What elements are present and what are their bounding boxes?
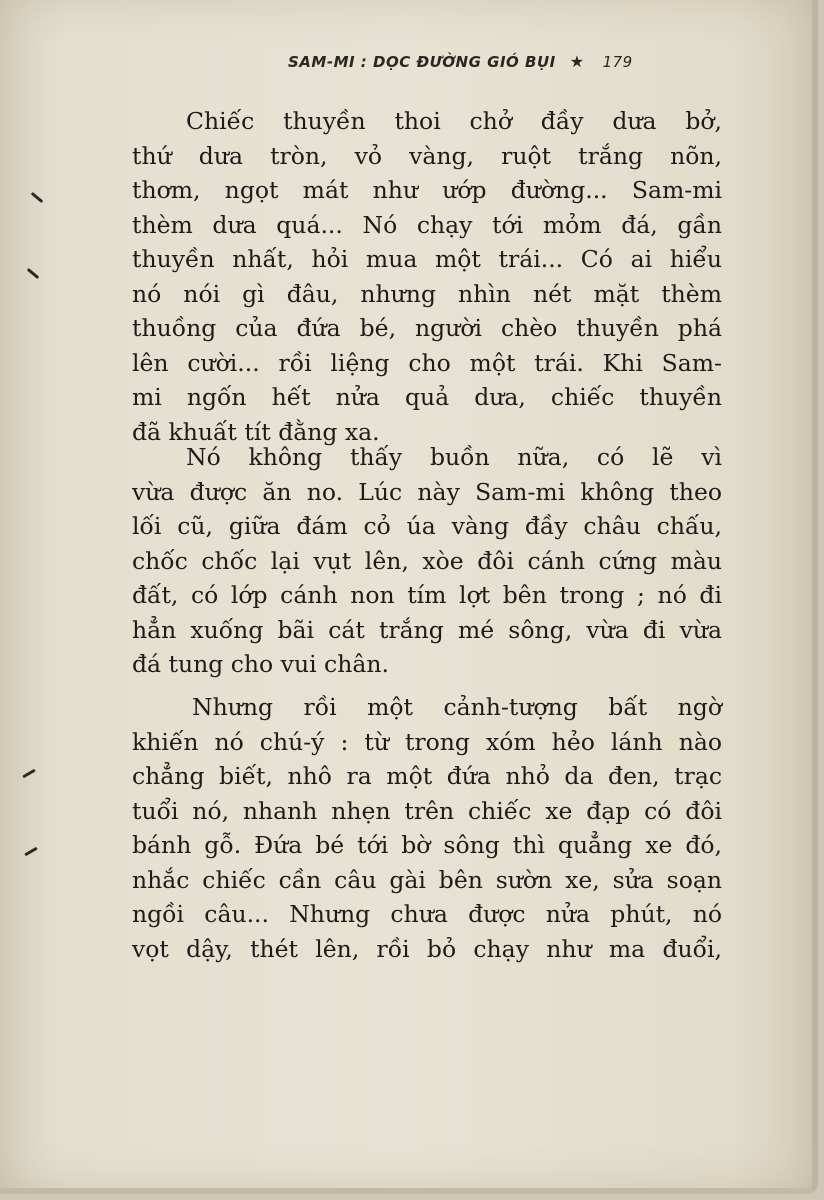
- text-line: hẳn xuống bãi cát trắng mé sông, vừa đi vừa: [132, 615, 722, 644]
- text-line: bánh gỗ. Đứa bé tới bờ sông thì quẳng xe đó,: [132, 831, 722, 859]
- text-line: thuyền nhất, hỏi mua một trái... Có ai hiểu: [132, 245, 722, 273]
- text-line: nó nói gì đâu, nhưng nhìn nét mặt thèm: [132, 279, 722, 308]
- text-line: Nhưng rồi một cảnh-tượng bất ngờ: [192, 693, 722, 721]
- text-line: nhắc chiếc cần câu gài bên sườn xe, sửa soạn: [132, 865, 722, 894]
- text-line: chốc chốc lại vụt lên, xòe đôi cánh cứng màu: [132, 546, 722, 575]
- text-line: thèm dưa quá... Nó chạy tới mỏm đá, gần: [132, 210, 722, 239]
- text-line: vừa được ăn no. Lúc này Sam-mi không theo: [132, 477, 722, 506]
- text-line: đá tung cho vui chân.: [132, 650, 389, 678]
- text-line: khiến nó chú-ý : từ trong xóm hẻo lánh nào: [132, 727, 722, 756]
- text-line: vọt dậy, thét lên, rồi bỏ chạy như ma đuổi,: [132, 934, 722, 963]
- text-line: thuồng của đứa bé, người chèo thuyền phá: [132, 314, 722, 342]
- binding-stitch-mark: [24, 847, 38, 857]
- paragraph-3: [132, 690, 722, 966]
- text-line: lên cười... rồi liệng cho một trái. Khi Sam-: [132, 348, 722, 377]
- text-line: thứ dưa tròn, vỏ vàng, ruột trắng nõn,: [132, 141, 722, 170]
- paragraph-2: [132, 440, 722, 682]
- binding-stitch-mark: [31, 192, 44, 203]
- page-number: 179: [602, 53, 633, 71]
- paragraph-1: [132, 104, 722, 449]
- text-line: chẳng biết, nhô ra một đứa nhỏ da đen, trạc: [132, 762, 722, 790]
- text-line: tuổi nó, nhanh nhẹn trên chiếc xe đạp có đôi: [132, 796, 722, 825]
- text-line: thơm, ngọt mát như ướp đường... Sam-mi: [132, 176, 722, 204]
- text-line: lối cũ, giữa đám cỏ úa vàng đầy châu chấu,: [132, 512, 722, 540]
- text-line: đã khuất tít đằng xa.: [132, 417, 380, 446]
- star-icon: ★: [569, 52, 585, 71]
- text-line: mi ngốn hết nửa quả dưa, chiếc thuyền: [132, 383, 722, 411]
- running-header: [288, 52, 708, 71]
- binding-stitch-mark: [27, 268, 40, 279]
- text-line: Chiếc thuyền thoi chở đầy dưa bở,: [186, 107, 722, 135]
- text-line: Nó không thấy buồn nữa, có lẽ vì: [186, 443, 722, 471]
- text-line: đất, có lớp cánh non tím lợt bên trong ; nó đi: [132, 581, 722, 609]
- text-line: ngồi câu... Nhưng chưa được nửa phút, nó: [132, 900, 722, 928]
- binding-stitch-mark: [22, 769, 36, 779]
- header-title: SAM-MI : DỌC ĐƯỜNG GIÓ BỤI: [288, 53, 556, 71]
